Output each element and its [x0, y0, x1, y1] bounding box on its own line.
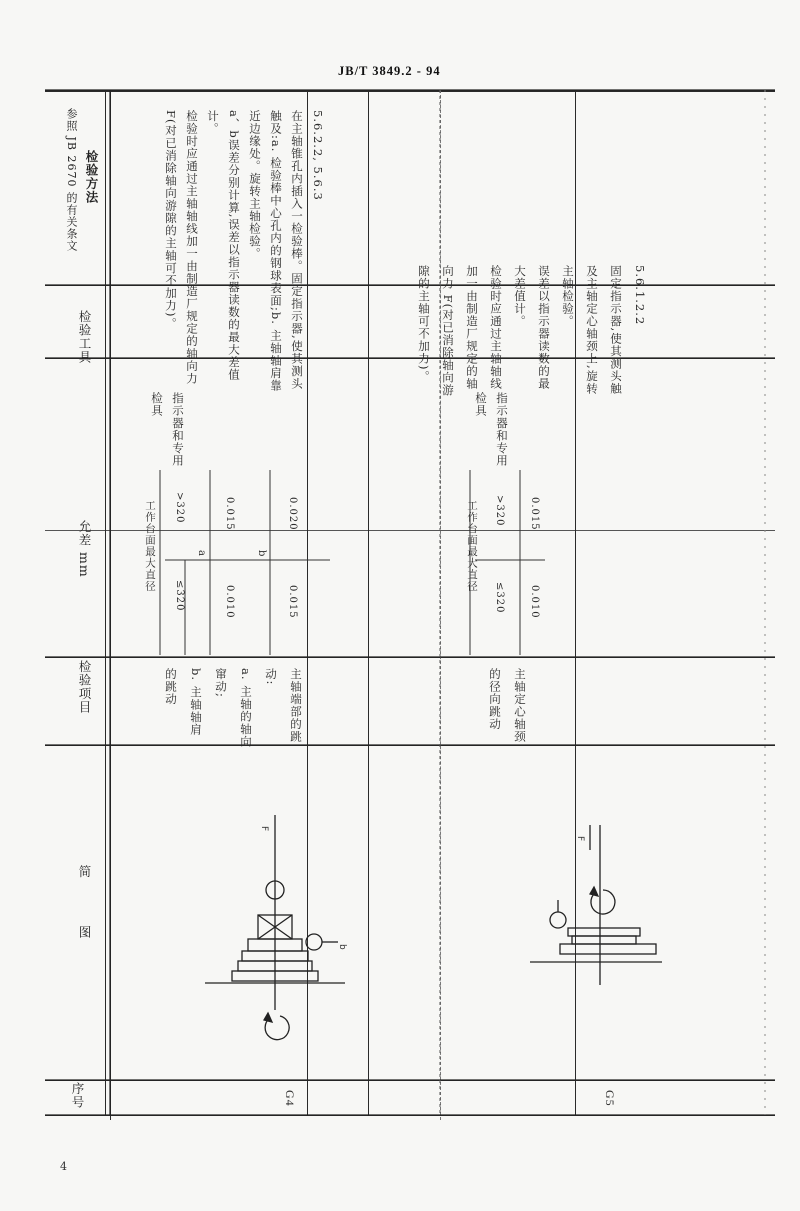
g5-tool: 指示器和专用检具: [474, 392, 509, 467]
g4-tol-b1: 0.015: [287, 585, 298, 619]
header-seq: 序号: [70, 1082, 85, 1109]
g4-label-f: F: [259, 826, 269, 832]
g4-seq: G4: [283, 1090, 297, 1107]
header-method-title: 检验方法: [84, 150, 99, 204]
g4-label-b: b: [337, 944, 347, 950]
g4-tol-b-label: b: [256, 550, 267, 558]
g5-diagram: [530, 825, 662, 985]
g4-method: 5.6.2.2, 5.6.3 在主轴锥孔内插入一检验棒。固定指示器,使其测头触及:a. 检验棒中心孔内的钢球表面;b. 主轴轴肩靠近边缘处。旋转主轴检验。 a、b误差分别计算,误差以指示器读数的最大差值计。 检验时应通过主轴轴线加一由制造厂规定的轴向力 F(对已消除轴向游隙的主轴可不加力)。: [164, 110, 325, 393]
page-header: JB/T 3849.2 - 94: [338, 64, 441, 78]
g4-tool: 指示器和专用检具: [150, 392, 185, 467]
g4-tol-a1: 0.010: [224, 585, 235, 619]
page-number: 4: [60, 1160, 67, 1173]
g5-label-f: F: [575, 836, 585, 842]
g5-tol-col1: ≤320: [494, 582, 505, 614]
g5-tol-v2: 0.015: [529, 497, 540, 531]
g4-tol-a-label: a: [196, 550, 207, 557]
header-tolerance: 允差 mm: [77, 520, 92, 578]
header-method-ref: 参照 JB 2670 的有关条文: [65, 108, 78, 252]
g4-diagram: [205, 815, 345, 1040]
g4-tol-a2: 0.015: [224, 497, 235, 531]
g5-tol-v1: 0.010: [529, 585, 540, 619]
g4-tol-b2: 0.020: [287, 497, 298, 531]
g4-item: 主轴端部的跳动: a. 主轴的轴向窜动; b. 主轴轴肩的跳动: [164, 668, 303, 748]
g4-tol-col2: >320: [174, 492, 185, 524]
g5-tol-col2: >320: [494, 495, 505, 527]
header-tool: 检验工具: [77, 310, 92, 364]
header-diagram: 简 图: [77, 865, 92, 960]
g5-item: 主轴定心轴颈的径向跳动: [488, 668, 527, 743]
header-item: 检验项目: [77, 660, 92, 714]
g5-seq: G5: [603, 1090, 617, 1107]
g4-tol-header: 工作台面最大直径: [144, 500, 156, 592]
g4-tol-col1: ≤320: [174, 580, 185, 612]
g5-tol-header: 工作台面最大直径: [466, 500, 478, 592]
g5-method: 5.6.1.2.2 固定指示器,使其测头触及主轴定心轴颈上,旋转主轴检验。 误差以指示器读数的最大差值计。 检验时应通过主轴轴线加一由制造厂规定的轴向力 F(对已消除轴向游隙的主轴可不加力)。: [417, 265, 647, 397]
